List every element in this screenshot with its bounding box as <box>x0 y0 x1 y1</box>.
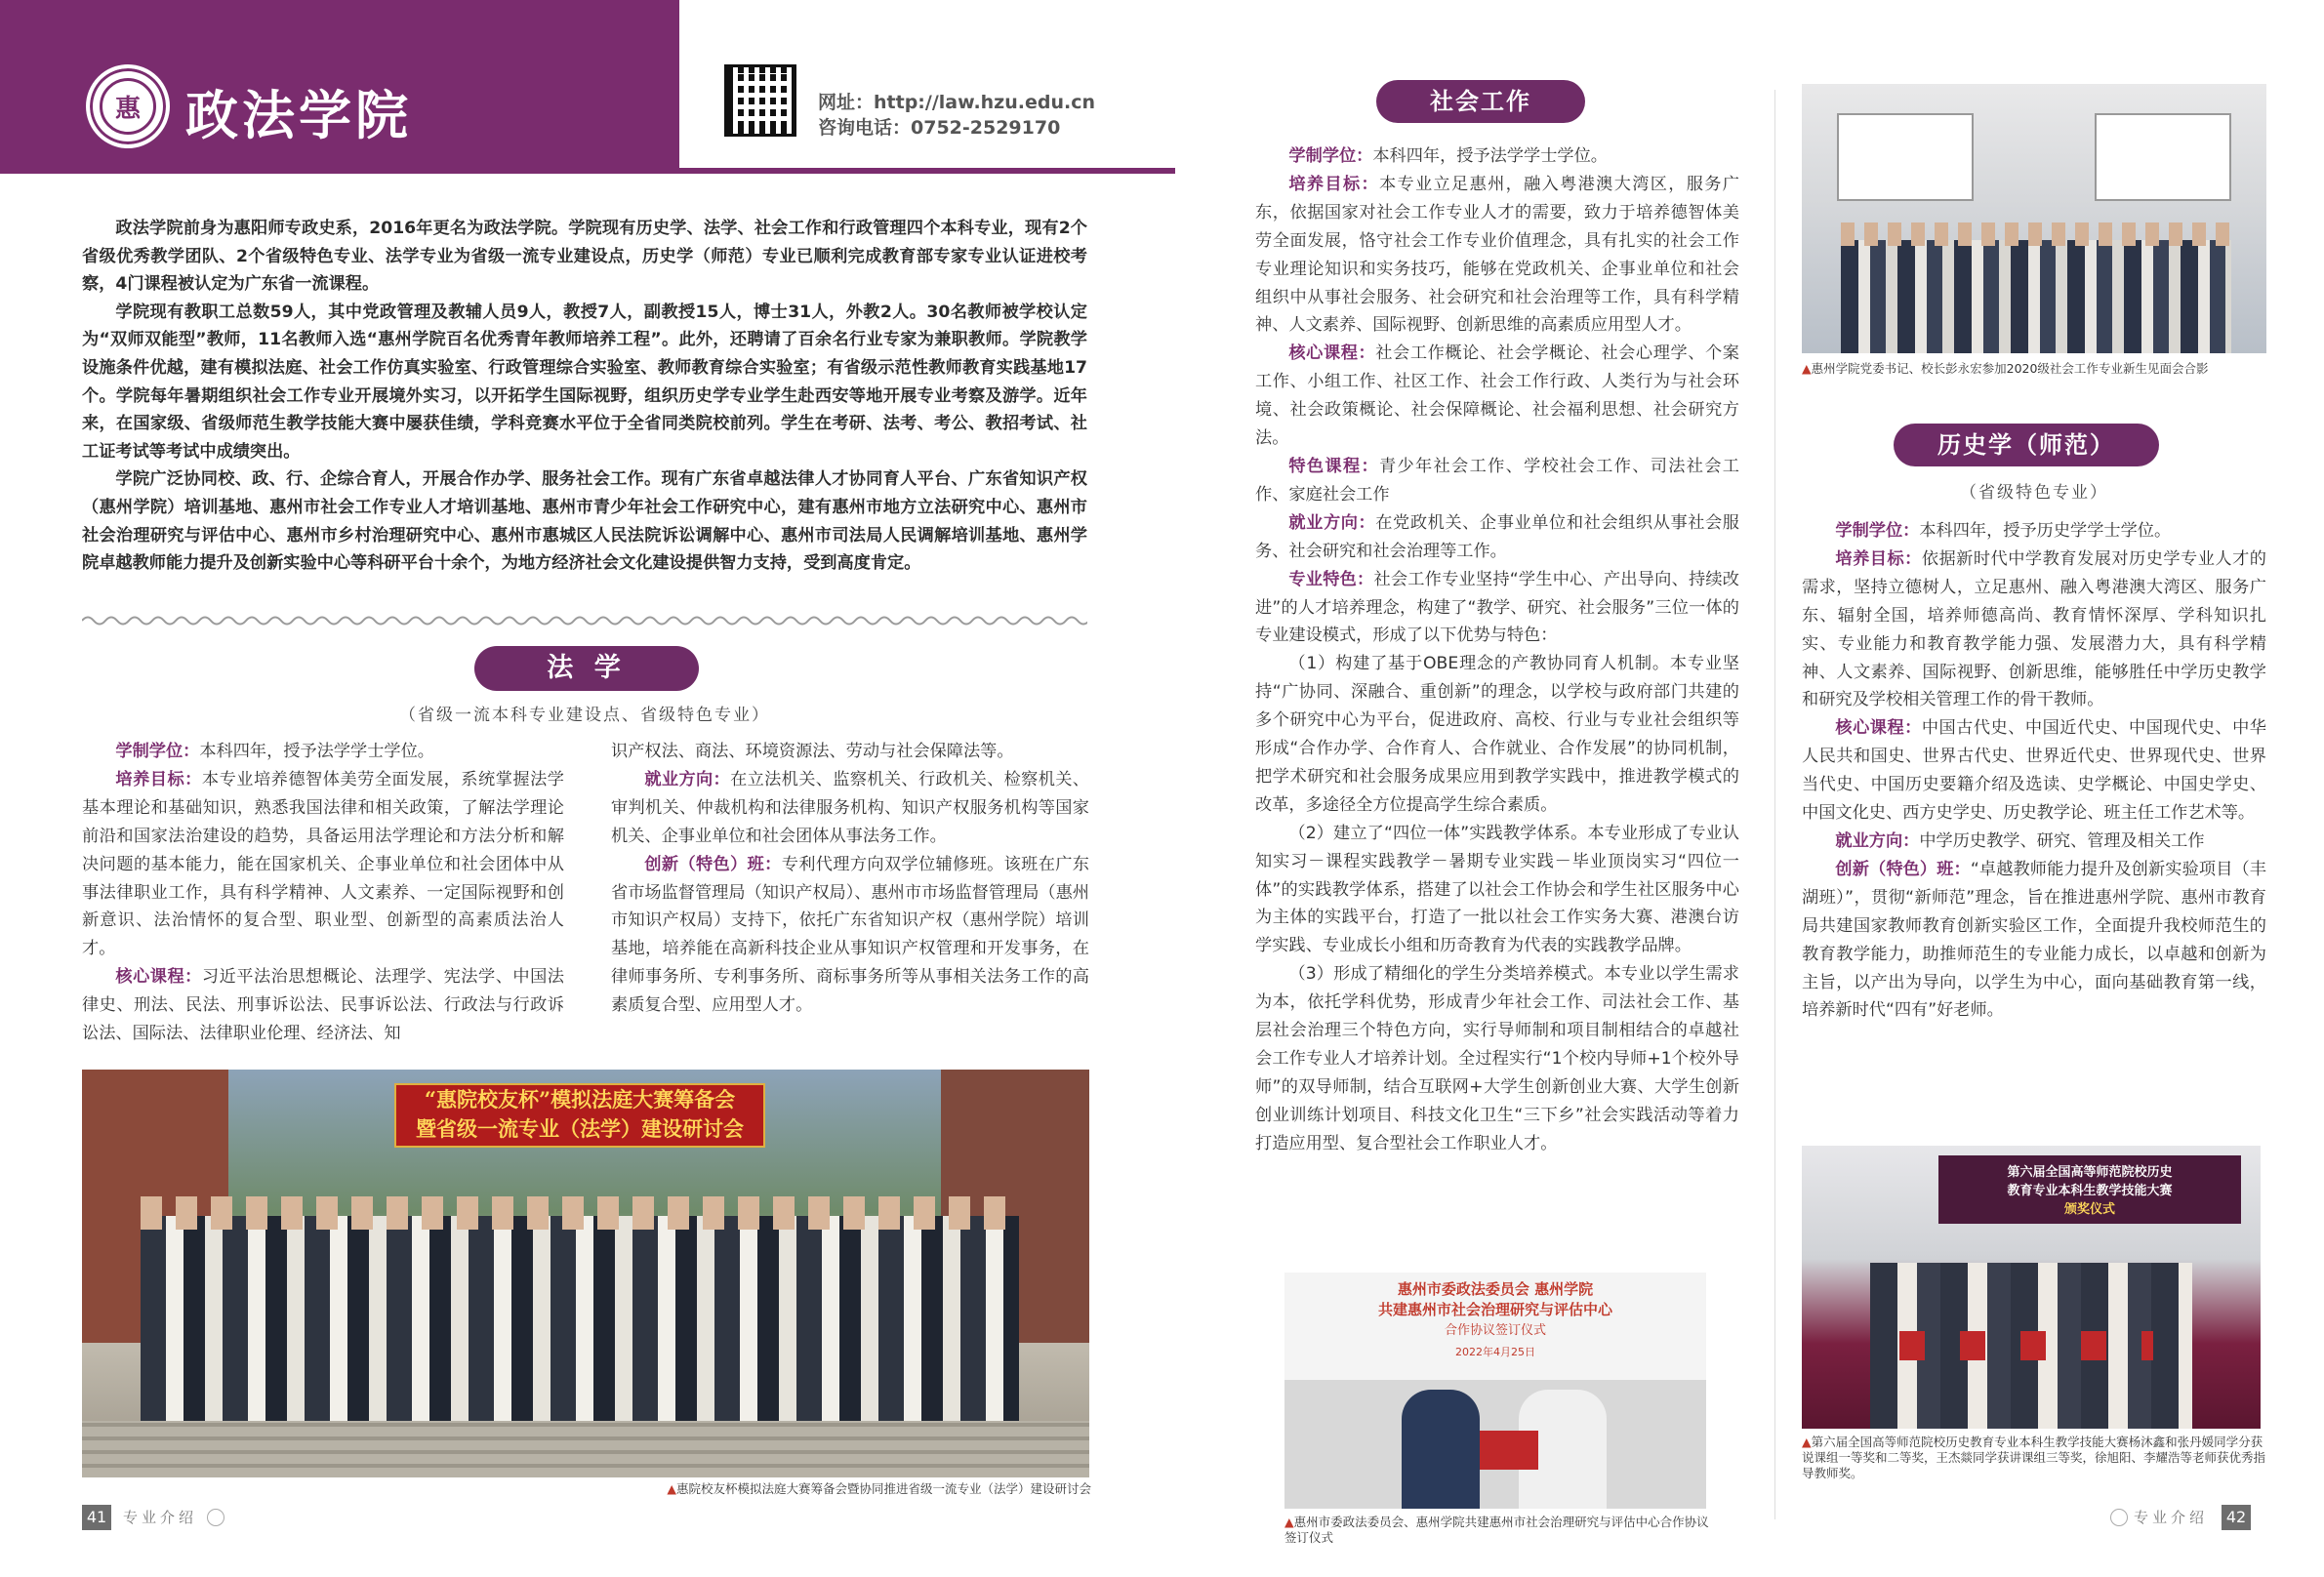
agreement-folder <box>1480 1431 1538 1470</box>
item-text: 在立法机关、监察机关、行政机关、检察机关、审判机关、仲裁机构和法律服务机构、知识产权服务机构等国家机关、企事业单位和社会团体从事法务工作。 <box>611 769 1089 846</box>
social-item <box>1255 340 1739 453</box>
item-text: “卓越教师能力提升及创新实验项目（丰湖班）”，贯彻“新师范”理念，旨在推进惠州学院、惠州市教育局共建国家教师教育创新实验区工作，全面提升我校师范生的教育教学能力，助推师范生的专业能力成长，以卓越和创新为主旨，以产出为导向，以学生为中心，面向基础教育第一线，培养新时代“四有”好老师。 <box>1802 859 2266 1021</box>
law-column-left <box>82 738 564 1048</box>
item-text: 本专业培养德智体美劳全面发展，系统掌握法学基本理论和基础知识，熟悉我国法律和相关政策，了解法学理论前沿和国家法治建设的趋势，具备运用法学理论和方法分析和解决问题的基本能力，能在国家机关、企事业单位和社会团体中从事法律职业工作，具有科学精神、人文素养、一定国际视野和创新意识、法治情怀的复合型、职业型、创新型的高素质法治人才。 <box>82 769 564 959</box>
item-label: 核心课程： <box>1288 344 1376 364</box>
section-title-history: 历史学（师范） <box>1894 424 2159 466</box>
group-faces <box>1841 222 2231 246</box>
item-label: 创新（特色）班： <box>644 854 782 874</box>
intro-section <box>82 215 1087 578</box>
page-title: 政法学院 <box>185 84 412 146</box>
history-item <box>1802 546 2266 714</box>
caption-text: 第六届全国高等师范院校历史教育专业本科生教学技能大赛杨沐鑫和张丹媛同学分获说课组一等奖和二等奖，王杰燚同学获讲课组三等奖，徐旭阳、李耀浩等老师获优秀指导教师奖。 <box>1802 1435 2266 1480</box>
item-label: 专业特色： <box>1288 569 1374 589</box>
contact-info <box>818 90 1095 141</box>
group-people <box>1841 240 2231 353</box>
wave-divider <box>82 614 1087 627</box>
footer-circle-icon <box>2110 1509 2128 1526</box>
item-text: 本专业立足惠州，融入粤港澳大湾区，服务广东，依据国家对社会工作专业人才的需要，致力于培养德智体美劳全面发展，恪守社会工作专业价值理念，具有扎实的社会工作专业理论知识和实务技巧，能够在党政机关、企事业单位和社会组织中从事社会服务、社会研究和社会治理等工作，具有科学精神、人文素养、国际视野、创新思维的高素质应用型人才。 <box>1255 174 1739 336</box>
item-label: 学制学位： <box>115 742 200 761</box>
social-item <box>1255 509 1739 566</box>
law-photo-caption: ▲惠院校友杯模拟法庭大赛筹备会暨协同推进省级一流专业（法学）建设研讨会 <box>667 1481 1091 1496</box>
item-label: 培养目标： <box>1835 548 1922 569</box>
history-item <box>1802 856 2266 1025</box>
history-subtitle: （省级特色专业） <box>1960 483 2108 503</box>
social-item <box>1255 960 1739 1157</box>
crowd-faces <box>141 1196 1019 1230</box>
item-text: （2）建立了“四位一体”实践教学体系。本专业形成了专业认知实习－课程实践教学－暑期专业实践－毕业顶岗实习“四位一体”的实践教学体系，搭建了以社会工作协会和学生社区服务中心为主体的实践平台，打造了一批以社会工作实务大赛、港澳台访学实践、专业成长小组和历奇教育为代表的实践教学品牌。 <box>1255 823 1739 956</box>
caption-text: 惠院校友杯模拟法庭大赛筹备会暨协同推进省级一流专业（法学）建设研讨会 <box>675 1481 1091 1496</box>
history-body <box>1802 517 2266 1025</box>
website-text[interactable]: 网址：http://law.hzu.edu.cn <box>818 92 1096 113</box>
item-text: （3）形成了精细化的学生分类培养模式。本专业以学生需求为本，依托学科优势，形成青少年社会工作、司法社会工作、基层社会治理三个特色方向，实行导师制和项目制相结合的卓越社会工作专业人才培养计划。全过程实行“1个校内导师+1个校外导师”的双导师制，结合互联网+大学生创新创业大赛、大学生创新创业训练计划项目、科技文化卫生“三下乡”社会实践活动等着力打造应用型、复合型社会工作职业人才。 <box>1255 964 1739 1153</box>
item-text: 依据新时代中学教育发展对历史学专业人才的需求，坚持立德树人，立足惠州、融入粤港澳大湾区、服务广东、辐射全国，培养师德高尚、教育情怀深厚、学科知识扎实、专业能力和教育教学能力强、发展潜力大，具有科学精神、人文素养、国际视野、创新思维，能够胜任中学历史教学和研究及学校相关管理工作的骨干教师。 <box>1802 548 2266 710</box>
item-label: 培养目标： <box>1288 174 1379 194</box>
backdrop-line-1: 惠州市委政法委员会 惠州学院 <box>1397 1280 1594 1298</box>
signing-ceremony-photo <box>1284 1273 1706 1509</box>
section-title-law: 法 学 <box>474 646 699 691</box>
item-text: 识产权法、商法、环境资源法、劳动与社会保障法等。 <box>611 742 1014 761</box>
phone-text: 咨询电话：0752-2529170 <box>818 117 1061 139</box>
intro-paragraph: 政法学院前身为惠阳师专政史系，2016年更名为政法学院。学院现有历史学、法学、社会工作和行政管理四个本科专业，现有2个省级优秀教学团队、2个省级特色专业、法学专业为省级一流专业建设点，历史学（师范）专业已顺利完成教育部专家专业认证进校考察，4门课程被认定为广东省一流课程。 <box>82 219 1087 295</box>
law-item <box>611 766 1089 851</box>
history-item <box>1802 517 2266 546</box>
item-text: 在党政机关、企事业单位和社会组织从事社会服务、社会研究和社会治理等工作。 <box>1255 512 1739 561</box>
screen-line-1: 第六届全国高等师范院校历史 <box>2007 1165 2173 1180</box>
intro-paragraph: 学院广泛协同校、政、行、企综合育人，开展合作办学、服务社会工作。现有广东省卓越法律人才协同育人平台、广东省知识产权（惠州学院）培训基地、惠州市社会工作专业人才培训基地、惠州市青少年社会工作研究中心，建有惠州市地方立法研究中心、惠州市社会治理研究与评估中心、惠州市乡村治理研究中心、惠州市惠城区人民法院诉讼调解中心、惠州市司法局人民调解培训基地、惠州学院卓越教师能力提升及创新实验中心等科研平台十余个，为地方经济社会文化建设提供智力支持，受到高度肯定。 <box>82 469 1087 574</box>
law-item <box>82 963 564 1048</box>
backdrop <box>1284 1273 1706 1380</box>
history-item <box>1802 828 2266 856</box>
item-text: 本科四年，授予法学学士学位。 <box>199 742 434 761</box>
item-label: 创新（特色）班： <box>1835 859 1971 879</box>
item-label: 就业方向： <box>1835 830 1920 851</box>
header-underline <box>679 168 1175 174</box>
page-number-right: 42 <box>2222 1505 2251 1530</box>
item-text: （1）构建了基于OBE理念的产教协同育人机制。本专业坚持“广协同、深融合、重创新”的理念，以学校与政府部门共建的多个研究中心为平台，促进政府、高校、行业与专业社会组织等形成“合作办学、合作育人、合作就业、合作发展”的协同机制，把学术研究和社会服务成果应用到教学实践中，推进教学模式的改革，多途径全方位提高学生综合素质。 <box>1255 654 1739 815</box>
history-item <box>1802 714 2266 828</box>
banner-line-2: 暨省级一流专业（法学）建设研讨会 <box>416 1116 744 1141</box>
crowd <box>141 1216 1019 1431</box>
screen-line-2: 教育专业本科生教学技能大赛 <box>2007 1184 2173 1198</box>
social-item <box>1255 820 1739 961</box>
item-text: 中学历史教学、研究、管理及相关工作 <box>1919 830 2205 851</box>
section-title-social-work: 社会工作 <box>1376 80 1585 123</box>
item-text: 社会工作专业坚持“学生中心、产出导向、持续改进”的人才培养理念，构建了“教学、研究、社会服务”三位一体的专业建设模式，形成了以下优势与特色： <box>1255 569 1739 646</box>
backdrop-line-2: 共建惠州市社会治理研究与评估中心 <box>1377 1301 1612 1318</box>
banner <box>394 1083 765 1148</box>
qr-code-icon[interactable] <box>724 64 796 137</box>
caption-text: 惠州学院党委书记、校长彭永宏参加2020级社会工作专业新生见面会合影 <box>1811 361 2209 376</box>
law-item <box>82 766 564 963</box>
item-text: 本科四年，授予历史学学士学位。 <box>1919 521 2172 541</box>
social-item <box>1255 171 1739 340</box>
item-label: 就业方向： <box>644 769 731 789</box>
social-photo-caption: ▲惠州市委政法委员会、惠州学院共建惠州市社会治理研究与评估中心合作协议签订仪式 <box>1284 1515 1709 1545</box>
social-item <box>1255 453 1739 509</box>
law-subtitle: （省级一流本科专业建设点、省级特色专业） <box>399 706 770 725</box>
caption-text: 惠州市委政法委员会、惠州学院共建惠州市社会治理研究与评估中心合作协议签订仪式 <box>1284 1515 1709 1545</box>
footer-label-left: 专业介绍 <box>123 1509 198 1526</box>
item-text: 社会工作概论、社会学概论、社会心理学、个案工作、小组工作、社区工作、社会工作行政、人类行为与社会环境、社会政策概论、社会保障概论、社会福利思想、社会研究方法。 <box>1255 344 1739 449</box>
screen-right <box>2095 113 2231 201</box>
item-label: 学制学位： <box>1288 146 1373 166</box>
intro-paragraph: 学院现有教职工总数59人，其中党政管理及教辅人员9人，教授7人，副教授15人，博士31人，外教2人。30名教师被学校认定为“双师双能型”教师，11名教师入选“惠州学院百名优秀青年教师培养工程”。此外，还聘请了百余名行业专家为兼职教师。学院教学设施条件优越，建有模拟法庭、社会工作仿真实验室、行政管理综合实验室、教师教育综合实验室；有省级示范性教师教育实践基地17个。学院每年暑期组织社会工作专业开展境外实习，以开拓学生国际视野，组织历史学专业学生赴西安等地开展专业考察及游学。近年来，在国家级、省级师范生教学技能大赛中屡获佳绩，学科竞赛水平位于全省同类院校前列。学生在考研、法考、考公、教招考试、社工证考试等考试中成绩突出。 <box>82 302 1087 462</box>
item-text: 专利代理方向双学位辅修班。该班在广东省市场监督管理局（知识产权局）、惠州市市场监督管理局（惠州市知识产权局）支持下，依托广东省知识产权（惠州学院）培训基地，培养能在高新科技企业从事知识产权管理和开发事务，在律师事务所、专利事务所、商标事务所等从事相关法务工作的高素质复合型、应用型人才。 <box>611 854 1089 1016</box>
page-number-left: 41 <box>82 1505 111 1530</box>
item-text: 习近平法治思想概论、法理学、宪法学、中国法律史、刑法、民法、刑事诉讼法、民事诉讼法、行政法与行政诉讼法、国际法、法律职业伦理、经济法、知 <box>82 967 564 1044</box>
award-photo-caption: ▲第六届全国高等师范院校历史教育专业本科生教学技能大赛杨沐鑫和张丹媛同学分获说课组一等奖和二等奖，王杰燚同学获讲课组三等奖，徐旭阳、李耀浩等老师获优秀指导教师奖。 <box>1802 1435 2266 1480</box>
item-label: 就业方向： <box>1288 512 1376 533</box>
law-item <box>611 851 1089 1020</box>
item-text: 中国古代史、中国近代史、中国现代史、中华人民共和国史、世界古代史、世界近代史、世界现代史、世界当代史、中国历史要籍介绍及选读、史学概论、中国史学史、中国文化史、西方史学史、历史教学论、班主任工作艺术等。 <box>1802 718 2266 824</box>
footer-label-right: 专业介绍 <box>2134 1509 2209 1526</box>
award-screen <box>1938 1155 2241 1224</box>
law-item <box>611 738 1089 766</box>
footer-circle-icon <box>207 1509 224 1526</box>
social-item <box>1255 142 1739 171</box>
social-work-body <box>1255 142 1739 1158</box>
item-label: 特色课程： <box>1288 456 1379 476</box>
award-certificates <box>1899 1331 2153 1360</box>
column-divider <box>1774 90 1775 1519</box>
law-item <box>82 738 564 766</box>
stairs <box>82 1421 1089 1477</box>
screen-left <box>1837 113 1974 201</box>
law-group-photo <box>82 1070 1089 1477</box>
backdrop-line-3: 合作协议签订仪式 <box>1444 1323 1546 1338</box>
item-text: 青少年社会工作、学校社会工作、司法社会工作、家庭社会工作 <box>1255 456 1739 505</box>
item-label: 核心课程： <box>115 967 202 988</box>
law-column-right <box>611 738 1089 1020</box>
item-label: 学制学位： <box>1835 521 1920 541</box>
freshman-photo-caption: ▲惠州学院党委书记、校长彭永宏参加2020级社会工作专业新生见面会合影 <box>1802 361 2209 376</box>
item-label: 核心课程： <box>1835 718 1922 739</box>
university-logo-icon <box>86 64 170 148</box>
item-label: 培养目标： <box>115 769 202 789</box>
logo-mark: 惠 <box>100 78 156 135</box>
banner-line-1: “惠院校友杯”模拟法庭大赛筹备会 <box>424 1087 736 1112</box>
item-text: 本科四年，授予法学学士学位。 <box>1372 146 1608 166</box>
freshman-meeting-photo <box>1802 84 2266 353</box>
screen-line-3: 颁奖仪式 <box>2063 1202 2115 1217</box>
backdrop-date: 2022年4月25日 <box>1455 1346 1535 1358</box>
social-item <box>1255 566 1739 651</box>
award-ceremony-photo <box>1802 1146 2261 1429</box>
person-left <box>1402 1390 1480 1509</box>
social-item <box>1255 650 1739 819</box>
